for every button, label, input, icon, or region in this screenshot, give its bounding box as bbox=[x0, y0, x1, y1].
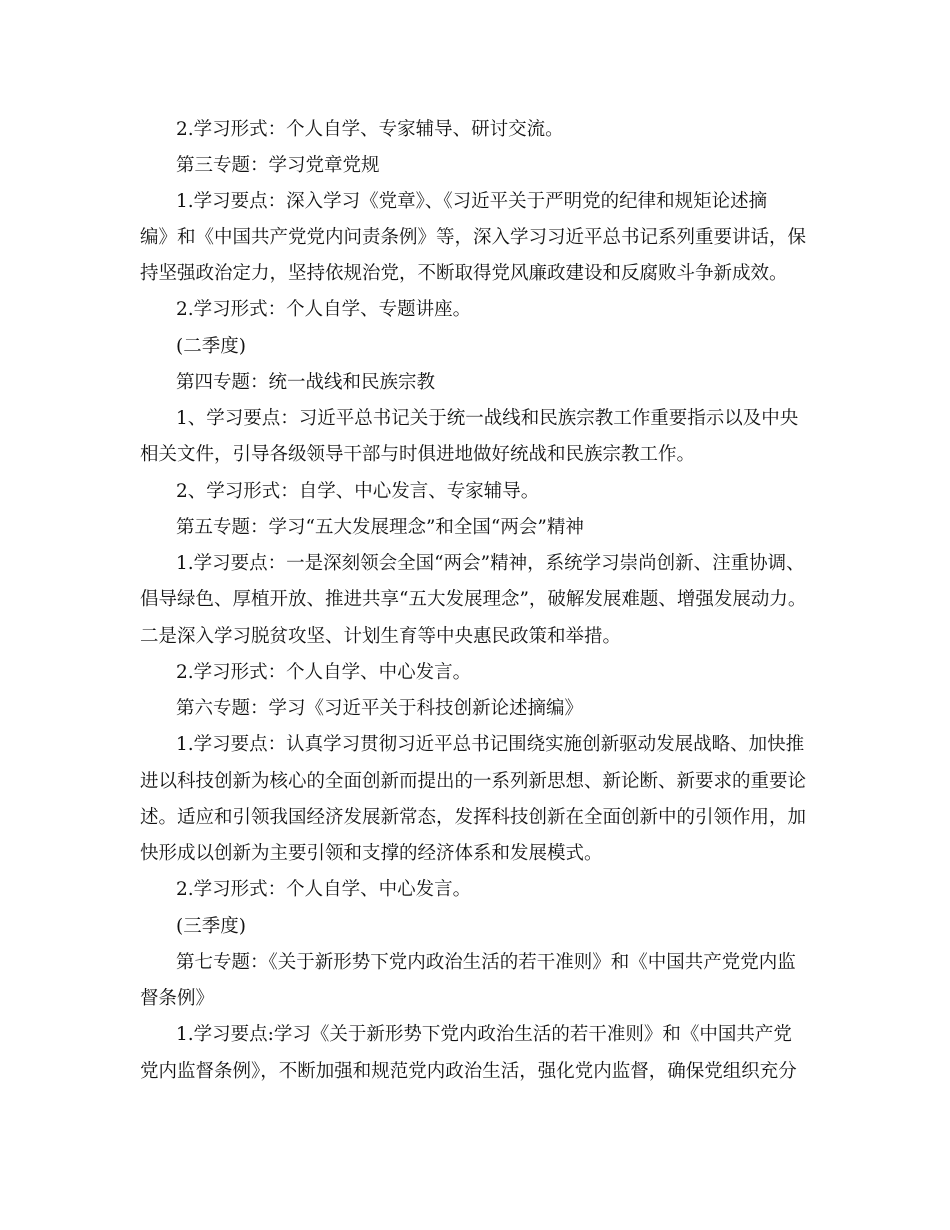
text-line: 1.学习要点：认真学习贯彻习近平总书记围绕实施创新驱动发展战略、加快推 bbox=[176, 734, 805, 755]
text-line: 1.学习要点:学习《关于新形势下党内政治生活的若干准则》和《中国共产党 bbox=[176, 1024, 792, 1045]
text-line: 党内监督条例》，不断加强和规范党内政治生活，强化党内监督，确保党组织充分 bbox=[140, 1061, 797, 1082]
text-line: 述。适应和引领我国经济发展新常态，发挥科技创新在全面创新中的引领作用，加 bbox=[140, 807, 807, 828]
quarter-heading: (三季度) bbox=[176, 916, 246, 937]
text-line: 2.学习形式：个人自学、中心发言。 bbox=[176, 879, 472, 900]
section-heading: 第三专题：学习党章党规 bbox=[176, 155, 380, 176]
text-line: 1.学习要点：一是深刻领会全国“两会”精神，系统学习崇尚创新、注重协调、 bbox=[176, 553, 805, 574]
section-heading: 督条例》 bbox=[140, 988, 215, 1009]
quarter-heading: (二季度) bbox=[176, 336, 246, 357]
text-line: 2.学习形式：个人自学、专题讲座。 bbox=[176, 299, 472, 320]
text-line: 倡导绿色、厚植开放、推进共享“五大发展理念”，破解发展难题、增强发展动力。 bbox=[140, 589, 807, 610]
section-heading: 第四专题：统一战线和民族宗教 bbox=[176, 372, 436, 393]
text-line: 进以科技创新为核心的全面创新而提出的一系列新思想、新论断、新要求的重要论 bbox=[140, 771, 807, 792]
section-heading: 第六专题：学习《习近平关于科技创新论述摘编》 bbox=[176, 698, 584, 719]
text-line: 相关文件，引导各级领导干部与时俱进地做好统战和民族宗教工作。 bbox=[140, 444, 696, 465]
text-line: 1.学习要点：深入学习《党章》、《习近平关于严明党的纪律和规矩论述摘 bbox=[176, 191, 768, 212]
section-heading: 第七专题：《关于新形势下党内政治生活的若干准则》和《中国共产党党内监 bbox=[176, 952, 796, 973]
text-line: 二是深入学习脱贫攻坚、计划生育等中央惠民政策和举措。 bbox=[140, 626, 622, 647]
text-line: 2.学习形式：个人自学、专家辅导、研讨交流。 bbox=[176, 119, 564, 140]
text-line: 快形成以创新为主要引领和支撑的经济体系和发展模式。 bbox=[140, 843, 603, 864]
text-line: 持坚强政治定力，坚持依规治党，不断取得党风廉政建设和反腐败斗争新成效。 bbox=[140, 263, 788, 284]
section-heading: 第五专题：学习“五大发展理念”和全国“两会”精神 bbox=[176, 517, 584, 538]
text-line: 编》和《中国共产党党内问责条例》等，深入学习习近平总书记系列重要讲话，保 bbox=[140, 227, 807, 248]
text-line: 2.学习形式：个人自学、中心发言。 bbox=[176, 662, 472, 683]
text-line: 2、学习形式：自学、中心发言、专家辅导。 bbox=[176, 481, 540, 502]
text-line: 1、学习要点：习近平总书记关于统一战线和民族宗教工作重要指示以及中央 bbox=[176, 408, 799, 429]
